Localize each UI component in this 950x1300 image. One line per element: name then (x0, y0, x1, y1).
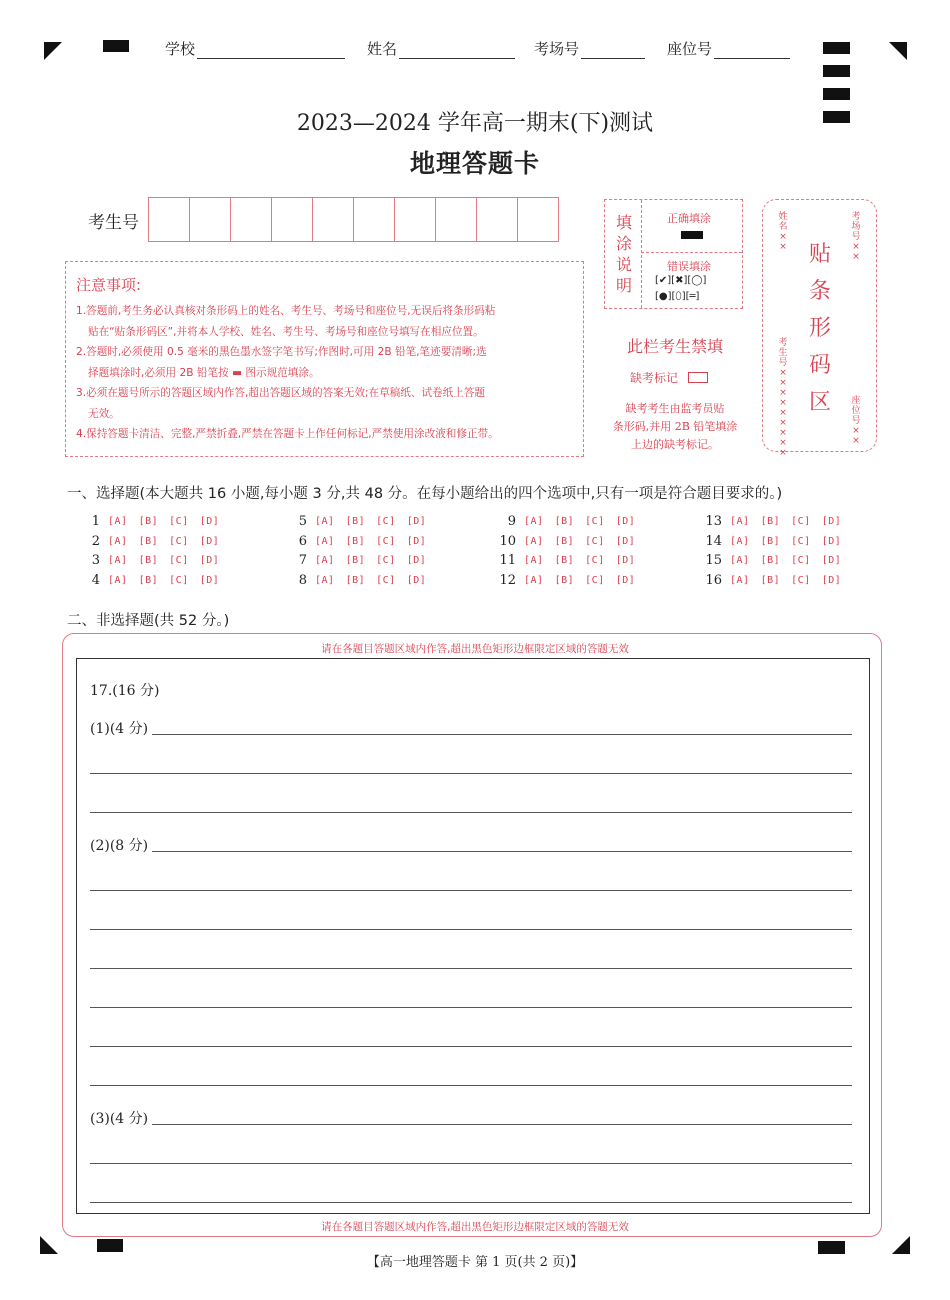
option-a[interactable]: [A] (108, 574, 128, 586)
writing-line[interactable] (90, 1046, 852, 1047)
absent-mark-label: 缺考标记 (630, 371, 679, 385)
student-id-cell[interactable] (231, 198, 272, 241)
notice-item: 2.答题时,必须使用 0.5 毫米的黑色墨水签字笔书写;作图时,可用 2B 铅笔,笔迹要清晰;选 (76, 346, 487, 358)
notice-box (65, 261, 584, 457)
question-number: 14 (705, 533, 722, 549)
option-c[interactable]: [C] (585, 516, 605, 528)
writing-line[interactable] (90, 812, 852, 813)
writing-line[interactable] (90, 929, 852, 930)
option-b[interactable]: [B] (554, 555, 575, 567)
option-b[interactable]: [B] (138, 516, 159, 528)
option-c[interactable]: [C] (791, 574, 811, 586)
student-id-cell[interactable] (477, 198, 518, 241)
option-d[interactable]: [D] (615, 516, 636, 528)
correct-fill-label: 正确填涂 (667, 212, 711, 225)
option-a[interactable]: [A] (315, 516, 335, 528)
option-d[interactable]: [D] (406, 574, 427, 586)
option-a[interactable]: [A] (108, 535, 128, 547)
option-b[interactable]: [B] (138, 555, 159, 567)
question-number: 4 (91, 572, 100, 588)
option-d[interactable]: [D] (406, 535, 427, 547)
writing-line[interactable] (90, 851, 852, 852)
option-d[interactable]: [D] (199, 535, 220, 547)
notice-item: 4.保持答题卡清洁、完整,严禁折叠,严禁在答题卡上作任何标记,严禁使用涂改液和修正带。 (76, 428, 499, 440)
absent-note: 上边的缺考标记。 (631, 438, 719, 451)
question-17-title: 17.(16 分) (90, 683, 160, 699)
option-c[interactable]: [C] (585, 535, 605, 547)
notice-item: 3.必须在题号所示的答题区域内作答,超出答题区域的答案无效;在草稿纸、试卷纸上答题 (76, 387, 486, 399)
writing-line[interactable] (90, 1124, 852, 1125)
option-a[interactable]: [A] (730, 516, 750, 528)
notice-item: 无效。 (88, 407, 120, 420)
section2-title: 二、非选择题(共 52 分。) (67, 613, 230, 629)
option-d[interactable]: [D] (615, 535, 636, 547)
exam-room-field[interactable] (534, 38, 645, 59)
notice-title: 注意事项: (76, 276, 142, 294)
mcq-row (702, 571, 852, 591)
option-c[interactable]: [C] (585, 574, 605, 586)
option-a[interactable]: [A] (315, 574, 335, 586)
barcode-room-field: 考场号×× (851, 212, 861, 262)
barcode-seat-field: 座位号×× (851, 396, 861, 446)
barcode-name-field: 姓名×× (778, 212, 788, 252)
writing-line[interactable] (90, 773, 852, 774)
mcq-row (287, 571, 437, 591)
mcq-column (702, 512, 852, 590)
exam-title: 2023—2024 学年高一期末(下)测试 (296, 111, 654, 136)
option-a[interactable]: [A] (730, 535, 750, 547)
correct-fill-example (681, 231, 703, 239)
mcq-row (287, 532, 437, 552)
mcq-row (496, 512, 646, 532)
option-a[interactable]: [A] (524, 574, 544, 586)
answer-region-q17[interactable] (76, 658, 870, 1214)
writing-line[interactable] (90, 1007, 852, 1008)
option-a[interactable]: [A] (524, 555, 544, 567)
fill-instructions-box (604, 199, 743, 309)
mcq-row (80, 512, 230, 532)
mcq-row (80, 551, 230, 571)
mcq-column (80, 512, 230, 590)
exam-room-label: 考场号 (534, 40, 580, 58)
answer-region-warning-top: 请在各题目答题区域内作答,超出黑色矩形边框限定区域的答题无效 (321, 643, 629, 655)
corner-mark-top-right (889, 42, 907, 60)
barcode-id-field: 考生号××××××××× (778, 338, 788, 458)
mcq-row (80, 532, 230, 552)
student-id-cell[interactable] (313, 198, 354, 241)
timing-block (823, 65, 850, 77)
page-footer: 【高一地理答题卡 第 1 页(共 2 页)】 (366, 1255, 584, 1270)
question-number: 15 (705, 553, 722, 569)
option-c[interactable]: [C] (376, 535, 396, 547)
option-a[interactable]: [A] (524, 535, 544, 547)
question-number: 3 (91, 553, 100, 569)
mcq-row (287, 551, 437, 571)
notice-item: 贴在“贴条形码区”,并将本人学校、姓名、考生号、考场号和座位号填写在相应位置。 (88, 325, 484, 338)
option-d[interactable]: [D] (406, 516, 427, 528)
option-b[interactable]: [B] (760, 555, 781, 567)
option-a[interactable]: [A] (524, 516, 544, 528)
option-b[interactable]: [B] (138, 535, 159, 547)
school-label: 学校 (165, 40, 196, 58)
option-d[interactable]: [D] (821, 535, 842, 547)
option-d[interactable]: [D] (199, 574, 220, 586)
notice-item: 1.答题前,考生务必认真核对条形码上的姓名、考生号、考场号和座位号,无误后将条形码粘 (76, 305, 496, 317)
timing-block (823, 42, 850, 54)
answer-region-warning-bottom: 请在各题目答题区域内作答,超出黑色矩形边框限定区域的答题无效 (321, 1221, 629, 1233)
option-b[interactable]: [B] (760, 516, 781, 528)
student-id-cell[interactable] (518, 198, 558, 241)
name-label: 姓名 (367, 40, 398, 58)
question-number: 7 (298, 553, 307, 569)
option-c[interactable]: [C] (169, 574, 189, 586)
option-a[interactable]: [A] (730, 555, 750, 567)
question-number: 16 (705, 572, 722, 588)
option-b[interactable]: [B] (554, 516, 575, 528)
option-c[interactable]: [C] (791, 516, 811, 528)
mcq-row (80, 571, 230, 591)
option-b[interactable]: [B] (345, 555, 366, 567)
corner-mark-top-left (44, 42, 62, 60)
option-b[interactable]: [B] (760, 574, 781, 586)
option-d[interactable]: [D] (615, 555, 636, 567)
option-c[interactable]: [C] (169, 555, 189, 567)
student-id-cell[interactable] (272, 198, 313, 241)
seat-label: 座位号 (667, 40, 713, 58)
question-number: 2 (91, 533, 100, 549)
part-1-label: (1)(4 分) (90, 718, 152, 738)
school-field[interactable] (165, 38, 345, 59)
option-d[interactable]: [D] (821, 516, 842, 528)
mcq-row (496, 571, 646, 591)
part-3-label: (3)(4 分) (90, 1108, 152, 1128)
student-id-cell[interactable] (354, 198, 395, 241)
writing-line[interactable] (90, 734, 852, 735)
question-number: 10 (499, 533, 516, 549)
option-a[interactable]: [A] (315, 555, 335, 567)
writing-line[interactable] (90, 1163, 852, 1164)
wrong-fill-examples: [✔][✖][◯] (655, 275, 707, 286)
option-b[interactable]: [B] (554, 535, 575, 547)
option-a[interactable]: [A] (108, 516, 128, 528)
barcode-area (762, 199, 877, 458)
answer-sheet-title: 地理答题卡 (409, 149, 540, 178)
option-d[interactable]: [D] (821, 574, 842, 586)
mcq-row (702, 551, 852, 571)
option-b[interactable]: [B] (760, 535, 781, 547)
option-d[interactable]: [D] (821, 555, 842, 567)
fill-instructions-label: 填涂说明 (615, 213, 632, 295)
option-d[interactable]: [D] (199, 555, 220, 567)
barcode-area-label: 贴条形码区 (808, 242, 831, 415)
option-a[interactable]: [A] (315, 535, 335, 547)
option-b[interactable]: [B] (345, 535, 366, 547)
writing-line[interactable] (90, 968, 852, 969)
student-id-cell[interactable] (190, 198, 231, 241)
option-a[interactable]: [A] (108, 555, 128, 567)
section1-title: 一、选择题(本大题共 16 小题,每小题 3 分,共 48 分。在每小题给出的四个选项中,只有一项是符合题目要求的。) (67, 486, 783, 502)
wrong-fill-label: 错误填涂 (667, 260, 711, 273)
mcq-row (287, 512, 437, 532)
student-id-label: 考生号 (88, 213, 139, 233)
absent-mark-box[interactable] (688, 372, 708, 383)
question-number: 12 (499, 572, 516, 588)
writing-line[interactable] (90, 1085, 852, 1086)
timing-block (823, 88, 850, 100)
proctor-only-title: 此栏考生禁填 (626, 337, 723, 356)
option-c[interactable]: [C] (585, 555, 605, 567)
option-c[interactable]: [C] (376, 555, 396, 567)
name-field[interactable] (367, 38, 515, 59)
option-c[interactable]: [C] (791, 535, 811, 547)
absent-mark-row (630, 369, 708, 386)
question-number: 8 (298, 572, 307, 588)
question-number: 1 (91, 514, 100, 530)
absent-note: 缺考考生由监考员贴 (625, 402, 725, 415)
student-id-cell[interactable] (395, 198, 436, 241)
mcq-row (496, 532, 646, 552)
option-d[interactable]: [D] (199, 516, 220, 528)
mcq-row (702, 512, 852, 532)
student-id-cell[interactable] (436, 198, 477, 241)
option-c[interactable]: [C] (376, 516, 396, 528)
question-number: 11 (499, 553, 516, 569)
timing-block (103, 40, 129, 52)
part-2-label: (2)(8 分) (90, 835, 152, 855)
option-b[interactable]: [B] (345, 516, 366, 528)
wrong-fill-examples: [●][⬯][═] (655, 291, 700, 302)
option-a[interactable]: [A] (730, 574, 750, 586)
option-b[interactable]: [B] (138, 574, 159, 586)
absent-note: 条形码,并用 2B 铅笔填涂 (612, 420, 738, 433)
option-d[interactable]: [D] (615, 574, 636, 586)
option-c[interactable]: [C] (791, 555, 811, 567)
option-c[interactable]: [C] (376, 574, 396, 586)
mcq-row (702, 532, 852, 552)
option-b[interactable]: [B] (554, 574, 575, 586)
option-d[interactable]: [D] (406, 555, 427, 567)
mcq-column (287, 512, 437, 590)
option-b[interactable]: [B] (345, 574, 366, 586)
question-number: 9 (507, 514, 516, 530)
option-c[interactable]: [C] (169, 516, 189, 528)
writing-line[interactable] (90, 1202, 852, 1203)
student-id-grid[interactable] (148, 197, 559, 242)
seat-field[interactable] (667, 38, 790, 59)
question-number: 13 (705, 514, 722, 530)
option-c[interactable]: [C] (169, 535, 189, 547)
mcq-row (496, 551, 646, 571)
question-number: 5 (298, 514, 307, 530)
question-number: 6 (298, 533, 307, 549)
notice-item: 择题填涂时,必须用 2B 铅笔按 ▬ 图示规范填涂。 (88, 366, 320, 379)
writing-line[interactable] (90, 890, 852, 891)
mcq-column (496, 512, 646, 590)
student-id-cell[interactable] (149, 198, 190, 241)
